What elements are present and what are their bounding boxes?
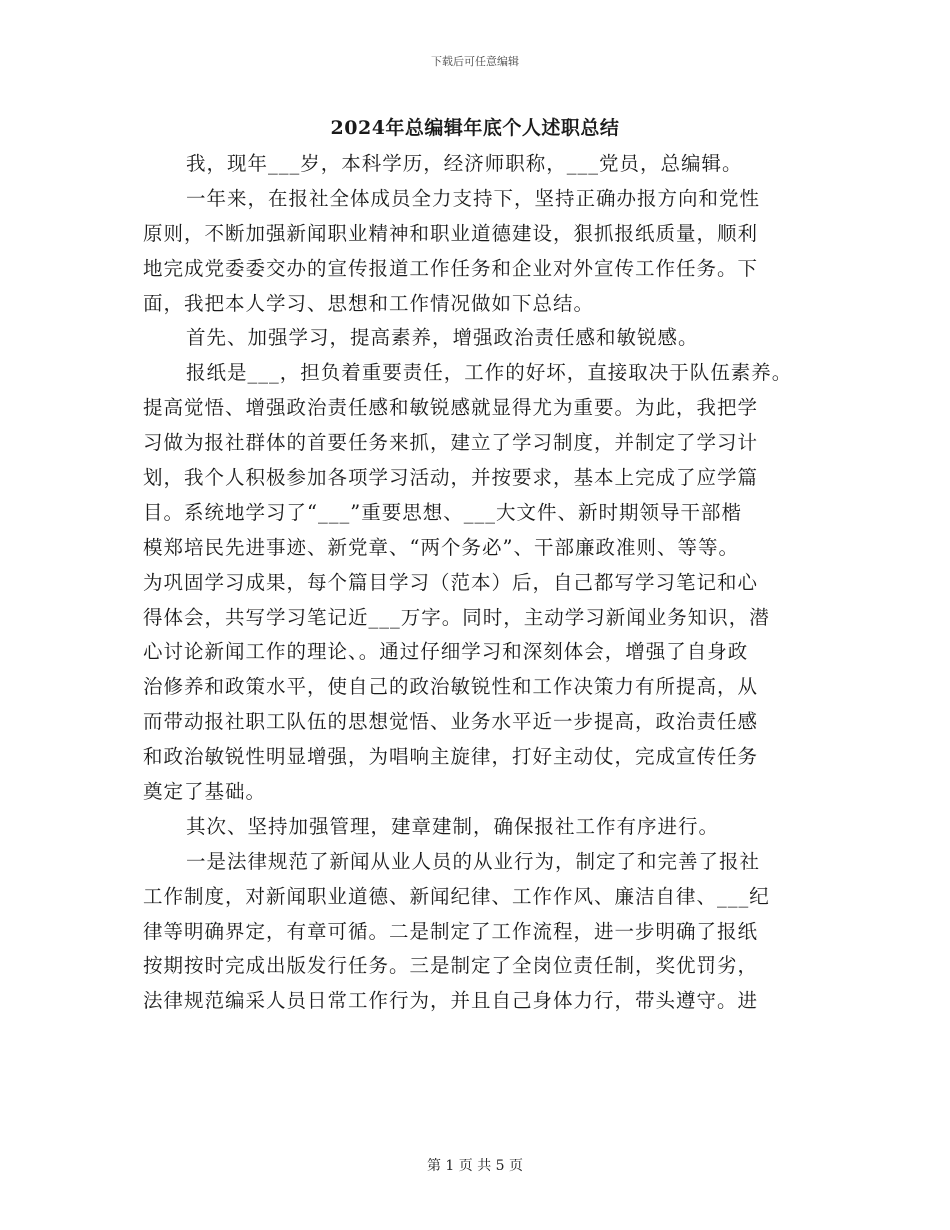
body-line: 首先、加强学习，提高素养，增强政治责任感和敏锐感。 [186, 326, 699, 350]
body-line: 地完成党委委交办的宣传报道工作任务和企业对外宣传工作任务。下 [143, 256, 759, 280]
body-line: 工作制度，对新闻职业道德、新闻纪律、工作作风、廉洁自律、___纪 [143, 884, 770, 908]
body-line: 为巩固学习成果，每个篇目学习（范本）后，自己都写学习笔记和心 [143, 570, 759, 594]
body-line: 心讨论新闻工作的理论、。通过仔细学习和深刻体会，增强了自身政 [143, 640, 749, 664]
body-line: 律等明确界定，有章可循。二是制定了工作流程，进一步明确了报纸 [143, 919, 759, 943]
body-line: 划，我个人积极参加各项学习活动，并按要求，基本上完成了应学篇 [143, 466, 759, 490]
page-number-footer: 第 1 页 共 5 页 [426, 1158, 524, 1174]
body-line: 习做为报社群体的首要任务来抓，建立了学习制度，并制定了学习计 [143, 431, 759, 455]
body-line: 其次、坚持加强管理，建章建制，确保报社工作有序进行。 [186, 814, 720, 838]
body-line: 和政治敏锐性明显增强，为唱响主旋律，打好主动仗，完成宣传任务 [143, 745, 759, 769]
body-line: 一是法律规范了新闻从业人员的从业行为，制定了和完善了报社 [186, 849, 761, 873]
body-line: 奠定了基础。 [143, 780, 267, 804]
body-line: 目。系统地学习了“___”重要思想、___大文件、新时期领导干部楷 [143, 500, 742, 524]
body-line: 治修养和政策水平，使自己的政治敏锐性和工作决策力有所提高，从 [143, 675, 759, 699]
document-body [143, 147, 813, 1019]
body-line: 我，现年___岁，本科学历，经济师职称，___党员，总编辑。 [186, 152, 743, 175]
body-line: 面，我把本人学习、思想和工作情况做如下总结。 [143, 291, 595, 315]
body-line: 原则，不断加强新闻职业精神和职业道德建设，狠抓报纸质量，顺利 [143, 221, 759, 245]
body-line: 得体会，共写学习笔记近___万字。同时，主动学习新闻业务知识，潜 [143, 605, 770, 629]
body-line: 报纸是___，担负着重要责任，工作的好坏，直接取决于队伍素养。 [186, 361, 793, 385]
body-line: 而带动报社职工队伍的思想觉悟、业务水平近一步提高，政治责任感 [143, 710, 759, 734]
body-line: 提高觉悟、增强政治责任感和敏锐感就显得尤为重要。为此，我把学 [143, 396, 759, 420]
body-line: 模郑培民先进事迹、新党章、“两个务必”、干部廉政准则、等等。 [143, 535, 739, 559]
body-line: 一年来，在报社全体成员全力支持下，坚持正确办报方向和党性 [186, 186, 761, 210]
body-line: 按期按时完成出版发行任务。三是制定了全岗位责任制，奖优罚劣， [143, 954, 759, 978]
page-header-note: 下载后可任意编辑 [431, 55, 519, 68]
document-title: 2024年总编辑年底个人述职总结 [330, 117, 620, 139]
body-line: 法律规范编采人员日常工作行为，并且自己身体力行，带头遵守。进 [143, 989, 759, 1013]
